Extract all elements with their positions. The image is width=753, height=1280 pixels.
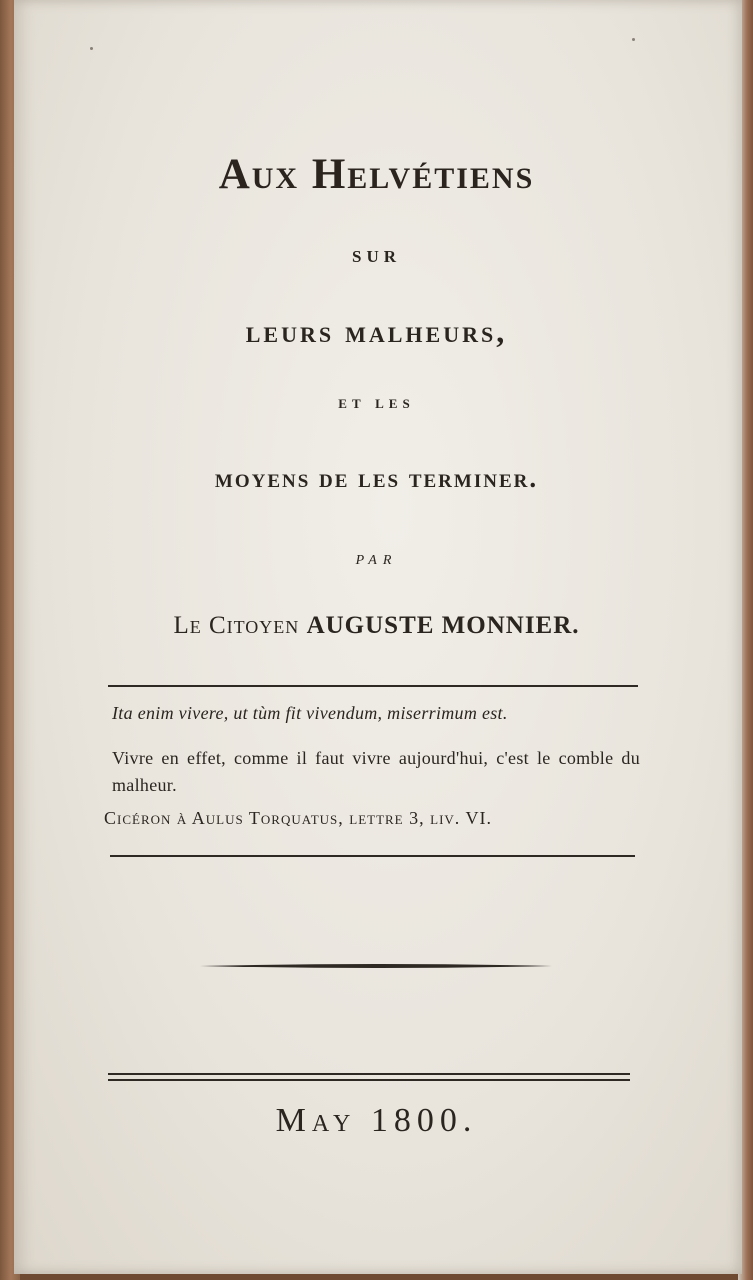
divider-rule <box>110 855 635 857</box>
author-prefix: Le Citoyen <box>173 612 307 639</box>
title-line-et-les: et les <box>338 392 415 412</box>
title-line-moyens: moyens de les terminer. <box>214 463 539 493</box>
double-rule-top <box>108 1073 630 1075</box>
double-rule-bottom <box>108 1079 630 1081</box>
title-line-sur: sur <box>351 242 401 268</box>
title-line-malheurs: leurs malheurs, <box>245 313 508 349</box>
epigraph-french: Vivre en effet, comme il faut vivre aujourd'hui, c'est le comble du malheur. <box>112 748 640 795</box>
divider-rule <box>108 685 638 687</box>
author-line <box>0 612 753 640</box>
author-name: AUGUSTE MONNIER. <box>306 612 580 639</box>
paper-spot <box>632 38 635 41</box>
publication-date: May 1800. <box>275 1102 478 1139</box>
paper-spot <box>90 47 93 50</box>
byline-par: par <box>355 547 398 569</box>
ornamental-rule <box>200 963 552 969</box>
book-title: Aux Helvétiens <box>218 151 535 198</box>
epigraph-latin: Ita enim vivere, ut tùm fit vivendum, miserrimum est. <box>112 703 508 723</box>
epigraph-citation: Cicéron à Aulus Torquatus, lettre 3, liv. VI. <box>104 808 492 828</box>
